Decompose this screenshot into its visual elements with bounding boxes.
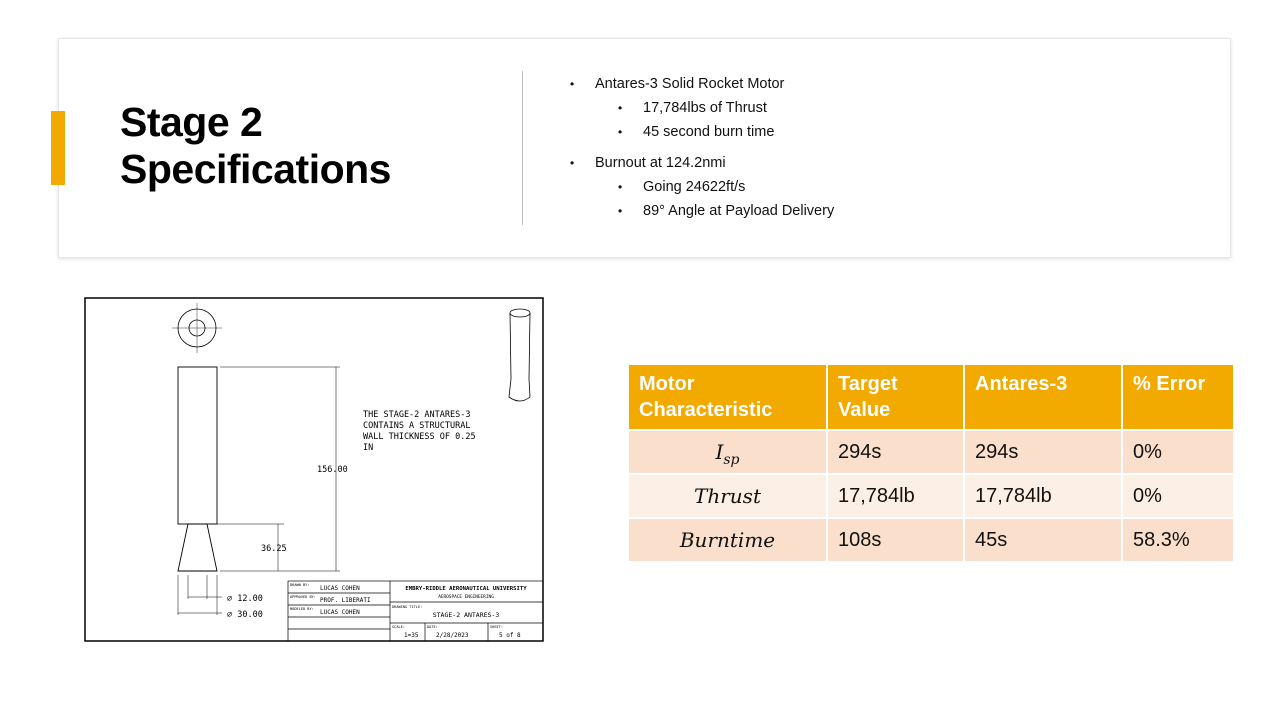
table-row <box>629 431 1233 473</box>
table-row <box>629 519 1233 561</box>
tb-drawn-by: LUCAS COHEN <box>320 585 360 592</box>
bullet-item <box>570 72 834 96</box>
tb-approved-label: APPROVED BY: <box>290 595 316 599</box>
bullet-text: Going 24622ft/s <box>643 179 746 195</box>
header-target-value: Target Value <box>828 365 963 429</box>
tb-date-label: DATE: <box>427 625 438 629</box>
accent-bar <box>51 111 65 185</box>
isp-symbol: I <box>715 440 724 464</box>
cell-antares: 17,784lb <box>965 475 1121 517</box>
sub-bullet-item <box>570 199 834 223</box>
tb-modeled-by: LUCAS COHEN <box>320 609 360 616</box>
cell-target: 108s <box>828 519 963 561</box>
tb-scale-label: SCALE: <box>392 625 405 629</box>
cell-target: 294s <box>828 431 963 473</box>
isp-subscript: sp <box>723 452 740 468</box>
header-divider <box>522 71 523 225</box>
note-line: CONTAINS A STRUCTURAL <box>363 421 471 431</box>
tb-scale: 1=35 <box>404 632 419 639</box>
cell-antares: 45s <box>965 519 1121 561</box>
note-line: THE STAGE-2 ANTARES-3 <box>363 410 471 420</box>
table-row <box>629 475 1233 517</box>
bullet-text: 89° Angle at Payload Delivery <box>643 203 835 219</box>
motor-comparison-table <box>627 363 1235 563</box>
drawing-svg <box>84 297 544 642</box>
sub-bullet-item <box>570 120 834 144</box>
cell-antares: 294s <box>965 431 1121 473</box>
title-line-1: Stage 2 <box>120 99 263 145</box>
bullet-dot: • <box>618 125 623 139</box>
dim-nozzle-label: 36.25 <box>261 544 287 554</box>
header-percent-error: % Error <box>1123 365 1233 429</box>
tb-approved-by: PROF. LIBERATI <box>320 597 371 604</box>
bullet-item <box>570 151 834 175</box>
slide-title <box>120 99 500 193</box>
table-header-row <box>629 365 1233 429</box>
tb-title-label: DRAWING TITLE: <box>392 605 423 609</box>
note-line: IN <box>363 443 374 453</box>
tb-sheet: 5 of 8 <box>499 632 521 639</box>
header-antares-3: Antares-3 <box>965 365 1121 429</box>
note-line: WALL THICKNESS OF 0.25 <box>363 432 476 442</box>
bullet-dot: • <box>618 101 623 115</box>
engineering-drawing <box>84 297 544 642</box>
bullet-dot: • <box>570 156 575 170</box>
cell-error: 0% <box>1123 431 1233 473</box>
tb-drawn-label: DRAWN BY: <box>290 583 310 587</box>
header-motor-characteristic: Motor Characteristic <box>629 365 826 429</box>
bullet-dot: • <box>570 77 575 91</box>
tb-date: 2/28/2023 <box>436 632 469 639</box>
sub-bullet-item <box>570 175 834 199</box>
tb-title: STAGE-2 ANTARES-3 <box>432 611 500 619</box>
bullet-dot: • <box>618 180 623 194</box>
dim-diameter-large: ∅ 30.00 <box>227 610 263 620</box>
cell-target: 17,784lb <box>828 475 963 517</box>
cell-error: 0% <box>1123 475 1233 517</box>
row-label: Thrust <box>629 475 826 517</box>
title-line-2: Specifications <box>120 146 391 192</box>
dim-length-label: 156.00 <box>317 465 348 475</box>
bullet-list <box>570 72 834 223</box>
bullet-text: 45 second burn time <box>643 124 775 140</box>
row-label: Burntime <box>629 519 826 561</box>
tb-sheet-label: SHEET: <box>490 625 503 629</box>
cell-error: 58.3% <box>1123 519 1233 561</box>
dim-diameter-small: ∅ 12.00 <box>227 594 263 604</box>
row-label <box>629 431 826 473</box>
bullet-text: Antares-3 Solid Rocket Motor <box>595 76 785 92</box>
tb-university: EMBRY-RIDDLE AERONAUTICAL UNIVERSITY <box>405 586 527 592</box>
bullet-text: Burnout at 124.2nmi <box>595 155 726 171</box>
bullet-text: 17,784lbs of Thrust <box>643 100 767 116</box>
tb-department: AEROSPACE ENGINEERING <box>438 595 494 600</box>
bullet-dot: • <box>618 204 623 218</box>
tb-modeled-label: MODELED BY: <box>290 607 314 611</box>
sub-bullet-item <box>570 96 834 120</box>
